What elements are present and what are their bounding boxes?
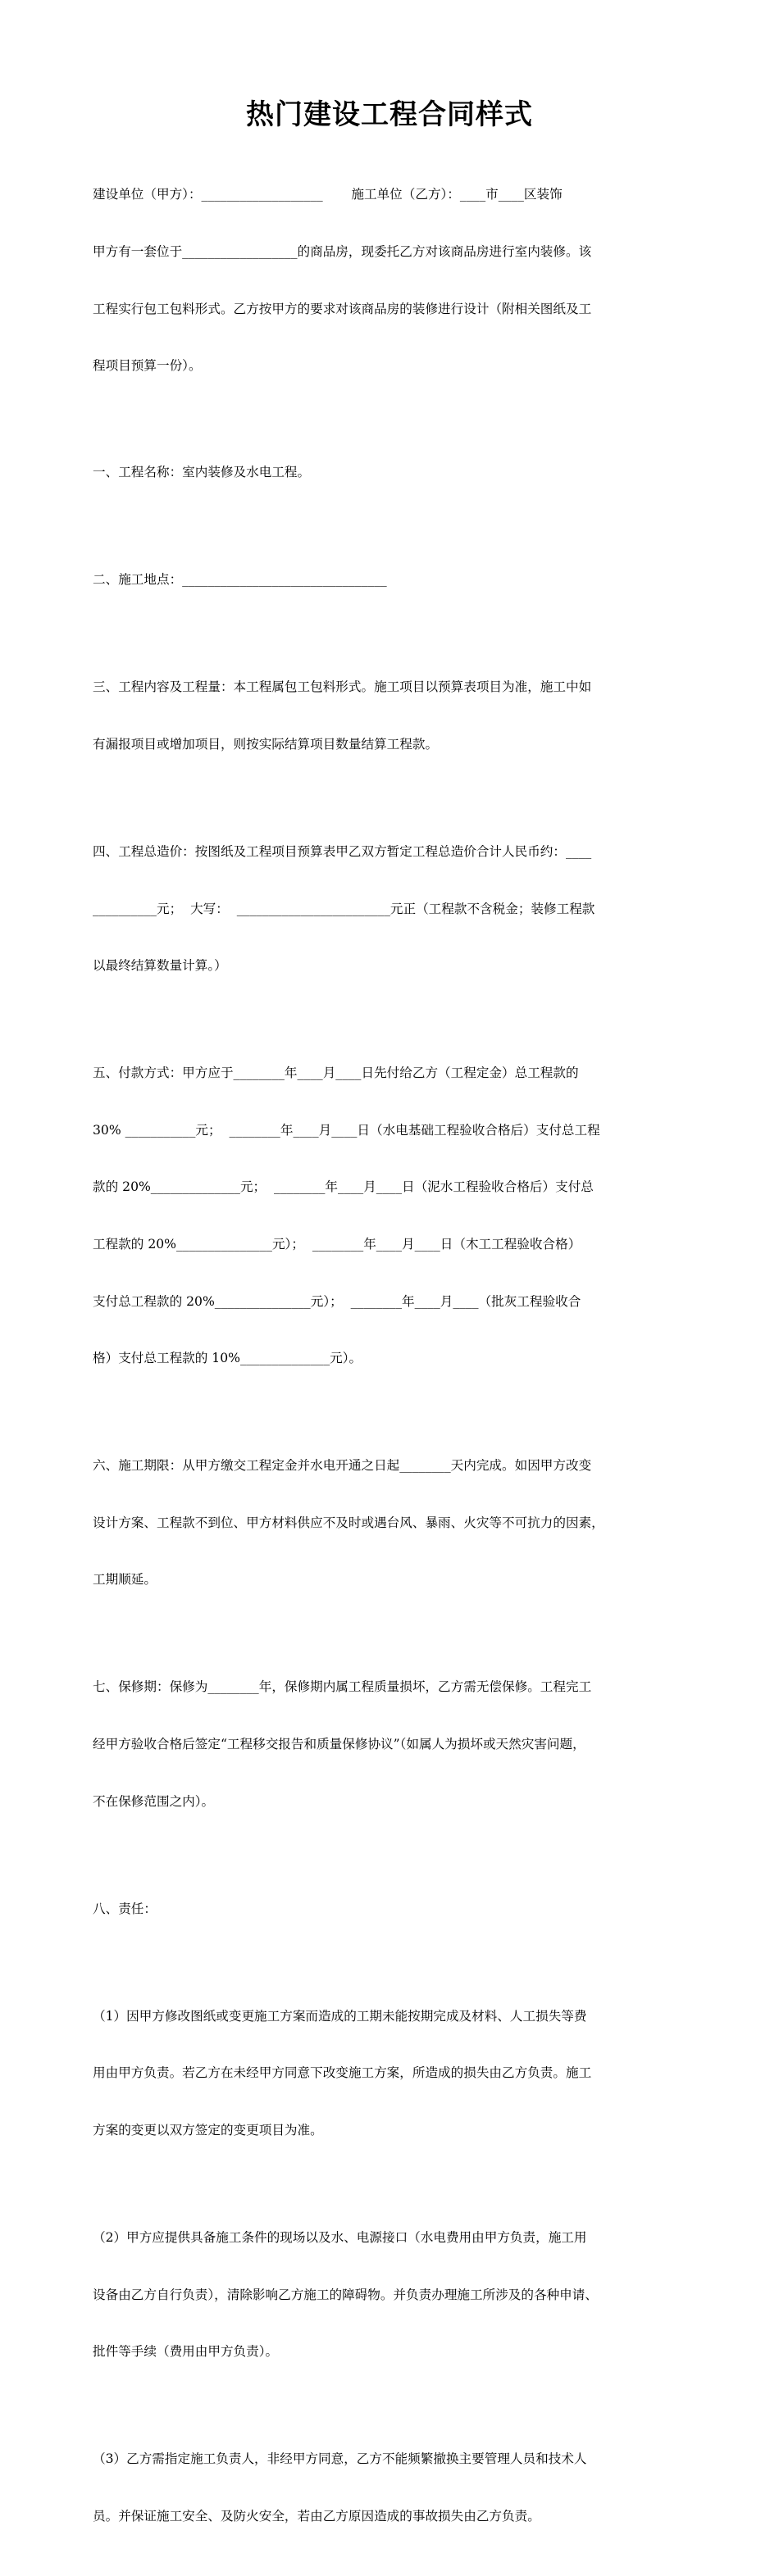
section-responsibility-2 (93, 2191, 699, 2400)
document-body (93, 148, 699, 2576)
section-line: （3）乙方需指定施工负责人，非经甲方同意，乙方不能频繁撤换主要管理人员和技术人 (93, 2451, 587, 2467)
section-line: 不在保修范围之内）。 (93, 1793, 215, 1809)
section-line: （1）因甲方修改图纸或变更施工方案而造成的工期未能按期完成及材料、人工损失等费 (93, 2008, 587, 2024)
section-responsibility-heading (93, 1861, 699, 1956)
section-responsibility-3 (93, 2412, 699, 2565)
header-line: 程项目预算一份）。 (93, 358, 202, 374)
section-line: （2）甲方应提供具备施工条件的现场以及水、电源接口（水电费用由甲方负责，施工用 (93, 2229, 587, 2245)
section-line: 款的 20%______________元； ________年____月____日（泥水工程验收合格后）支付总 (93, 1179, 594, 1195)
section-line: 六、施工期限：从甲方缴交工程定金并水电开通之日起________天内完成。如因甲方改变 (93, 1458, 592, 1474)
section-line: 支付总工程款的 20%_______________元）； ________年____月____（批灰工程验收合 (93, 1293, 581, 1309)
section-line: __________元； 大写： ________________________元正（工程款不含税金；装修工程款 (93, 901, 595, 916)
section-line: 格）支付总工程款的 10%______________元）。 (93, 1351, 362, 1366)
section-line: 员。并保证施工安全、及防火安全，若由乙方原因造成的事故损失由乙方负责。 (93, 2508, 540, 2524)
section-responsibility-1 (93, 1969, 699, 2178)
section-line: 30% ___________元； ________年____月____日（水电基础工程验收合格后）支付总工程 (93, 1122, 600, 1138)
section-line: 经甲方验收合格后签定“工程移交报告和质量保修协议”（如属人为损坏或天然灾害问题， (93, 1737, 585, 1752)
section-project-name (93, 425, 699, 520)
section-construction-period (93, 1419, 699, 1628)
header-paragraph (93, 148, 699, 414)
section-line: 七、保修期：保修为________年，保修期内属工程质量损坏，乙方需无偿保修。工程完工 (93, 1679, 592, 1695)
section-line: 设计方案、工程款不到位、甲方材料供应不及时或遇台风、暴雨、火灾等不可抗力的因素， (93, 1515, 604, 1530)
header-line: 工程实行包工包料形式。乙方按甲方的要求对该商品房的装修进行设计（附相关图纸及工 (93, 301, 592, 316)
section-line: 五、付款方式：甲方应于________年____月____日先付给乙方（工程定金）总工程款的 (93, 1065, 579, 1081)
section-site-location (93, 533, 699, 628)
section-warranty (93, 1640, 699, 1849)
section-line: 批件等手续（费用由甲方负责）。 (93, 2344, 279, 2360)
section-line: 工期顺延。 (93, 1572, 157, 1588)
section-line: 三、工程内容及工程量：本工程属包工包料形式。施工项目以预算表项目为准，施工中如 (93, 679, 592, 695)
section-line: 二、施工地点：________________________________ (93, 572, 387, 588)
section-line: 四、工程总造价：按图纸及工程项目预算表甲乙双方暂定工程总造价合计人民币约：____ (93, 843, 592, 859)
section-total-price (93, 805, 699, 1014)
section-line: 用由甲方负责。若乙方在未经甲方同意下改变施工方案，所造成的损失由乙方负责。施工 (93, 2065, 592, 2081)
section-line: 八、责任： (93, 1901, 157, 1916)
section-payment (93, 1026, 699, 1406)
header-line: 甲方有一套位于__________________的商品房，现委托乙方对该商品房进行室内装修。该 (93, 244, 592, 260)
header-line: 建设单位（甲方）：___________________ 施工单位（乙方）：____市____区装饰 (93, 187, 563, 202)
section-line: 设备由乙方自行负责），清除影响乙方施工的障碍物。并负责办理施工所涉及的各种申请、 (93, 2287, 598, 2302)
section-line: 一、工程名称：室内装修及水电工程。 (93, 465, 311, 480)
section-line: 以最终结算数量计算。） (93, 958, 227, 974)
section-line: 有漏报项目或增加项目，则按实际结算项目数量结算工程款。 (93, 736, 439, 752)
document-title: 热门建设工程合同样式 (246, 98, 533, 131)
section-scope (93, 640, 699, 793)
section-line: 方案的变更以双方签定的变更项目为准。 (93, 2122, 323, 2138)
section-line: 工程款的 20%_______________元）； ________年____月____日（木工工程验收合格） (93, 1236, 581, 1252)
